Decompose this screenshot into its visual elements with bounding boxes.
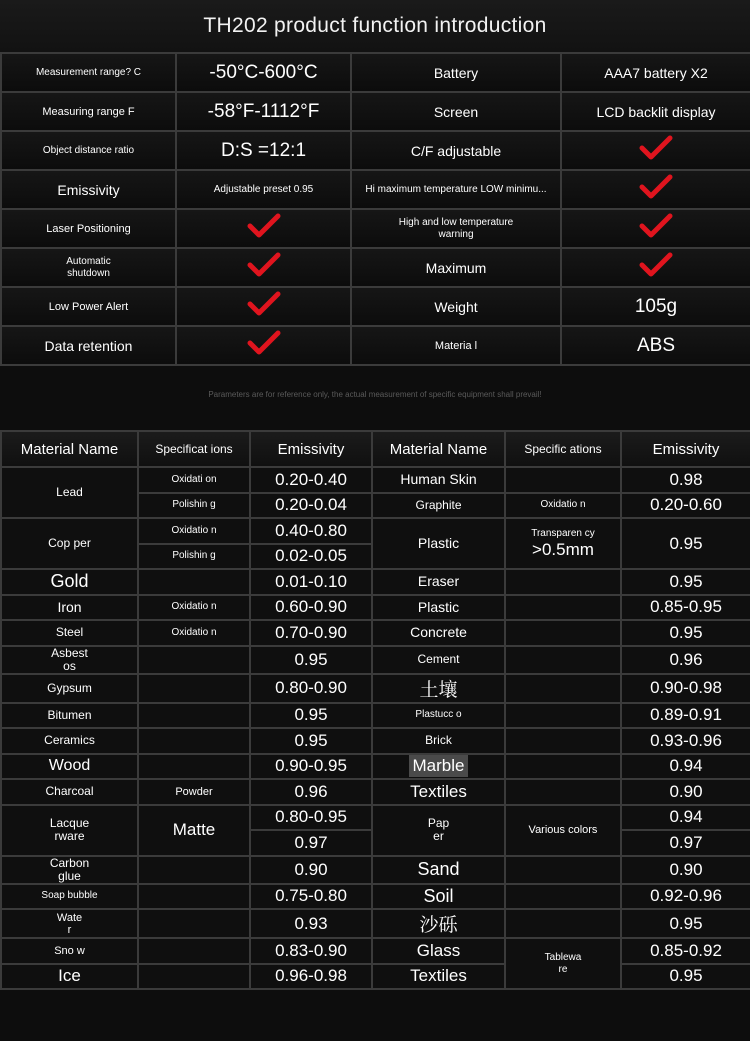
red-checkmark-icon	[247, 291, 281, 317]
table-row	[1, 884, 750, 910]
table-row	[1, 518, 750, 544]
material-spec: Polishin g	[138, 544, 250, 570]
col-header-emissivity: Emissivity	[250, 431, 372, 467]
spec-row	[1, 53, 750, 92]
spec-label: Materia l	[351, 326, 561, 365]
spec-row	[1, 287, 750, 326]
spec-value: ABS	[561, 326, 750, 365]
emissivity-value: 0.85-0.95	[621, 595, 750, 621]
spec-label: Weight	[351, 287, 561, 326]
emissivity-value: 0.95	[621, 909, 750, 938]
material-name: Human Skin	[372, 467, 505, 493]
red-checkmark-icon	[639, 174, 673, 200]
material-spec	[138, 856, 250, 884]
emissivity-value: 0.60-0.90	[250, 595, 372, 621]
material-spec	[505, 646, 621, 674]
material-name-cell	[372, 754, 505, 780]
material-spec	[505, 909, 621, 938]
material-spec	[505, 884, 621, 910]
check-cell	[561, 248, 750, 287]
material-name: Soap bubble	[1, 884, 138, 910]
table-row	[1, 805, 750, 831]
check-cell	[561, 170, 750, 209]
material-name: Plastic	[372, 595, 505, 621]
table-row	[1, 703, 750, 729]
check-cell	[176, 287, 351, 326]
spec-label: Data retention	[1, 326, 176, 365]
material-spec	[505, 620, 621, 646]
material-name: Cement	[372, 646, 505, 674]
material-name: Plastic	[372, 518, 505, 569]
spec-row	[1, 131, 750, 170]
material-spec: Oxidati on	[138, 467, 250, 493]
table-header-row	[1, 431, 750, 467]
material-name: Wate r	[1, 909, 138, 938]
material-spec	[138, 569, 250, 595]
spec-label: Measuring range F	[1, 92, 176, 131]
emissivity-value: 0.90-0.98	[621, 674, 750, 703]
table-row	[1, 856, 750, 884]
col-header-specifications: Specificat ions	[138, 431, 250, 467]
material-name: Marble	[409, 755, 469, 777]
material-spec: Oxidatio n	[138, 595, 250, 621]
emissivity-value: 0.92-0.96	[621, 884, 750, 910]
material-name: Ceramics	[1, 728, 138, 754]
table-row	[1, 728, 750, 754]
spec-value: AAA7 battery X2	[561, 53, 750, 92]
material-name: Eraser	[372, 569, 505, 595]
material-name: Gold	[1, 569, 138, 595]
col-header-material-name: Material Name	[1, 431, 138, 467]
material-spec	[505, 595, 621, 621]
emissivity-value: 0.97	[621, 830, 750, 856]
emissivity-value: 0.95	[250, 703, 372, 729]
material-name: Lacque rware	[1, 805, 138, 856]
material-name: Carbon glue	[1, 856, 138, 884]
material-name: Graphite	[372, 493, 505, 519]
spec-label: Screen	[351, 92, 561, 131]
material-spec	[138, 646, 250, 674]
material-name: Pap er	[372, 805, 505, 856]
table-row	[1, 467, 750, 493]
material-name: Steel	[1, 620, 138, 646]
material-name: Iron	[1, 595, 138, 621]
emissivity-value: 0.97	[250, 830, 372, 856]
check-cell	[176, 248, 351, 287]
emissivity-value: 0.95	[621, 518, 750, 569]
red-checkmark-icon	[247, 213, 281, 239]
material-spec: Tablewa re	[505, 938, 621, 989]
material-spec	[505, 754, 621, 780]
spec-value: D:S =12:1	[176, 131, 351, 170]
material-spec: Oxidatio n	[138, 518, 250, 544]
material-name: Asbest os	[1, 646, 138, 674]
material-spec-thickness: >0.5mm	[532, 539, 594, 559]
material-spec: Polishin g	[138, 493, 250, 519]
material-spec	[138, 728, 250, 754]
emissivity-value: 0.94	[621, 805, 750, 831]
emissivity-value: 0.01-0.10	[250, 569, 372, 595]
material-name: Plastucc o	[372, 703, 505, 729]
spec-label: High and low temperature warning	[351, 209, 561, 248]
red-checkmark-icon	[639, 213, 673, 239]
emissivity-value: 0.95	[621, 964, 750, 990]
material-spec	[138, 909, 250, 938]
material-name: Wood	[1, 754, 138, 780]
material-name: Bitumen	[1, 703, 138, 729]
check-cell	[176, 326, 351, 365]
spec-row	[1, 326, 750, 365]
spec-value: LCD backlit display	[561, 92, 750, 131]
material-name: Charcoal	[1, 779, 138, 805]
emissivity-value: 0.96	[250, 779, 372, 805]
red-checkmark-icon	[247, 252, 281, 278]
material-spec	[138, 938, 250, 964]
emissivity-value: 0.90-0.95	[250, 754, 372, 780]
emissivity-value: 0.93	[250, 909, 372, 938]
table-row	[1, 964, 750, 990]
material-spec	[505, 856, 621, 884]
material-name: Cop per	[1, 518, 138, 569]
red-checkmark-icon	[639, 135, 673, 161]
page-title: TH202 product function introduction	[0, 0, 750, 54]
material-spec	[138, 884, 250, 910]
material-spec	[505, 569, 621, 595]
material-spec	[138, 964, 250, 990]
spec-label: Maximum	[351, 248, 561, 287]
material-spec	[505, 674, 621, 703]
red-checkmark-icon	[247, 330, 281, 356]
material-spec	[138, 703, 250, 729]
emissivity-value: 0.94	[621, 754, 750, 780]
check-cell	[561, 209, 750, 248]
table-row	[1, 779, 750, 805]
col-header-material-name: Material Name	[372, 431, 505, 467]
spec-table	[0, 52, 750, 366]
table-row	[1, 938, 750, 964]
emissivity-value: 0.20-0.60	[621, 493, 750, 519]
material-spec	[505, 728, 621, 754]
emissivity-value: 0.40-0.80	[250, 518, 372, 544]
emissivity-value: 0.20-0.40	[250, 467, 372, 493]
emissivity-value: 0.93-0.96	[621, 728, 750, 754]
material-spec: Powder	[138, 779, 250, 805]
material-name: Concrete	[372, 620, 505, 646]
material-name: Lead	[1, 467, 138, 518]
spec-row	[1, 92, 750, 131]
spec-label: Hi maximum temperature LOW minimu...	[351, 170, 561, 209]
material-spec	[138, 754, 250, 780]
emissivity-value: 0.02-0.05	[250, 544, 372, 570]
emissivity-table	[0, 430, 750, 990]
emissivity-value: 0.98	[621, 467, 750, 493]
spec-row	[1, 209, 750, 248]
spec-row	[1, 170, 750, 209]
spec-label: Object distance ratio	[1, 131, 176, 170]
emissivity-value: 0.80-0.90	[250, 674, 372, 703]
material-name: Ice	[1, 964, 138, 990]
emissivity-value: 0.75-0.80	[250, 884, 372, 910]
spec-value: 105g	[561, 287, 750, 326]
table-row	[1, 569, 750, 595]
spec-value: -50°C-600°C	[176, 53, 351, 92]
table-row	[1, 595, 750, 621]
emissivity-value: 0.89-0.91	[621, 703, 750, 729]
spec-label: C/F adjustable	[351, 131, 561, 170]
check-cell	[176, 209, 351, 248]
table-row	[1, 674, 750, 703]
material-spec: Transparen cy >0.5mm	[505, 518, 621, 569]
material-spec	[505, 467, 621, 493]
emissivity-value: 0.95	[621, 620, 750, 646]
spec-label: Laser Positioning	[1, 209, 176, 248]
table-row	[1, 646, 750, 674]
table-row	[1, 620, 750, 646]
check-cell	[561, 131, 750, 170]
material-name: Textiles	[372, 779, 505, 805]
spec-label: Emissivity	[1, 170, 176, 209]
material-name: Textiles	[372, 964, 505, 990]
material-spec	[505, 703, 621, 729]
material-name: Gypsum	[1, 674, 138, 703]
material-spec: Matte	[138, 805, 250, 856]
material-spec: Oxidatio n	[505, 493, 621, 519]
emissivity-value: 0.85-0.92	[621, 938, 750, 964]
emissivity-value: 0.90	[621, 856, 750, 884]
emissivity-value: 0.90	[621, 779, 750, 805]
table-row	[1, 909, 750, 938]
material-spec: Oxidatio n	[138, 620, 250, 646]
material-name: Soil	[372, 884, 505, 910]
emissivity-value: 0.95	[621, 569, 750, 595]
emissivity-value: 0.83-0.90	[250, 938, 372, 964]
material-name: 土壤	[372, 674, 505, 703]
emissivity-value: 0.70-0.90	[250, 620, 372, 646]
emissivity-value: 0.96	[621, 646, 750, 674]
table-row	[1, 754, 750, 780]
material-spec	[138, 674, 250, 703]
spec-label: Automatic shutdown	[1, 248, 176, 287]
spec-value: -58°F-1112°F	[176, 92, 351, 131]
material-name: Glass	[372, 938, 505, 964]
emissivity-value: 0.95	[250, 728, 372, 754]
spec-row	[1, 248, 750, 287]
disclaimer-note: Parameters are for reference only, the actual measurement of specific equipment shall prevail!	[208, 390, 542, 399]
emissivity-value: 0.90	[250, 856, 372, 884]
col-header-specifications: Specific ations	[505, 431, 621, 467]
col-header-emissivity: Emissivity	[621, 431, 750, 467]
spec-label: Measurement range? C	[1, 53, 176, 92]
material-name: Brick	[372, 728, 505, 754]
material-name: 沙砾	[372, 909, 505, 938]
spec-value: Adjustable preset 0.95	[176, 170, 351, 209]
material-name: Sand	[372, 856, 505, 884]
emissivity-value: 0.95	[250, 646, 372, 674]
emissivity-value: 0.80-0.95	[250, 805, 372, 831]
spec-label: Battery	[351, 53, 561, 92]
material-spec	[505, 779, 621, 805]
emissivity-value: 0.96-0.98	[250, 964, 372, 990]
material-spec: Various colors	[505, 805, 621, 856]
emissivity-value: 0.20-0.04	[250, 493, 372, 519]
red-checkmark-icon	[639, 252, 673, 278]
material-name: Sno w	[1, 938, 138, 964]
spec-label: Low Power Alert	[1, 287, 176, 326]
